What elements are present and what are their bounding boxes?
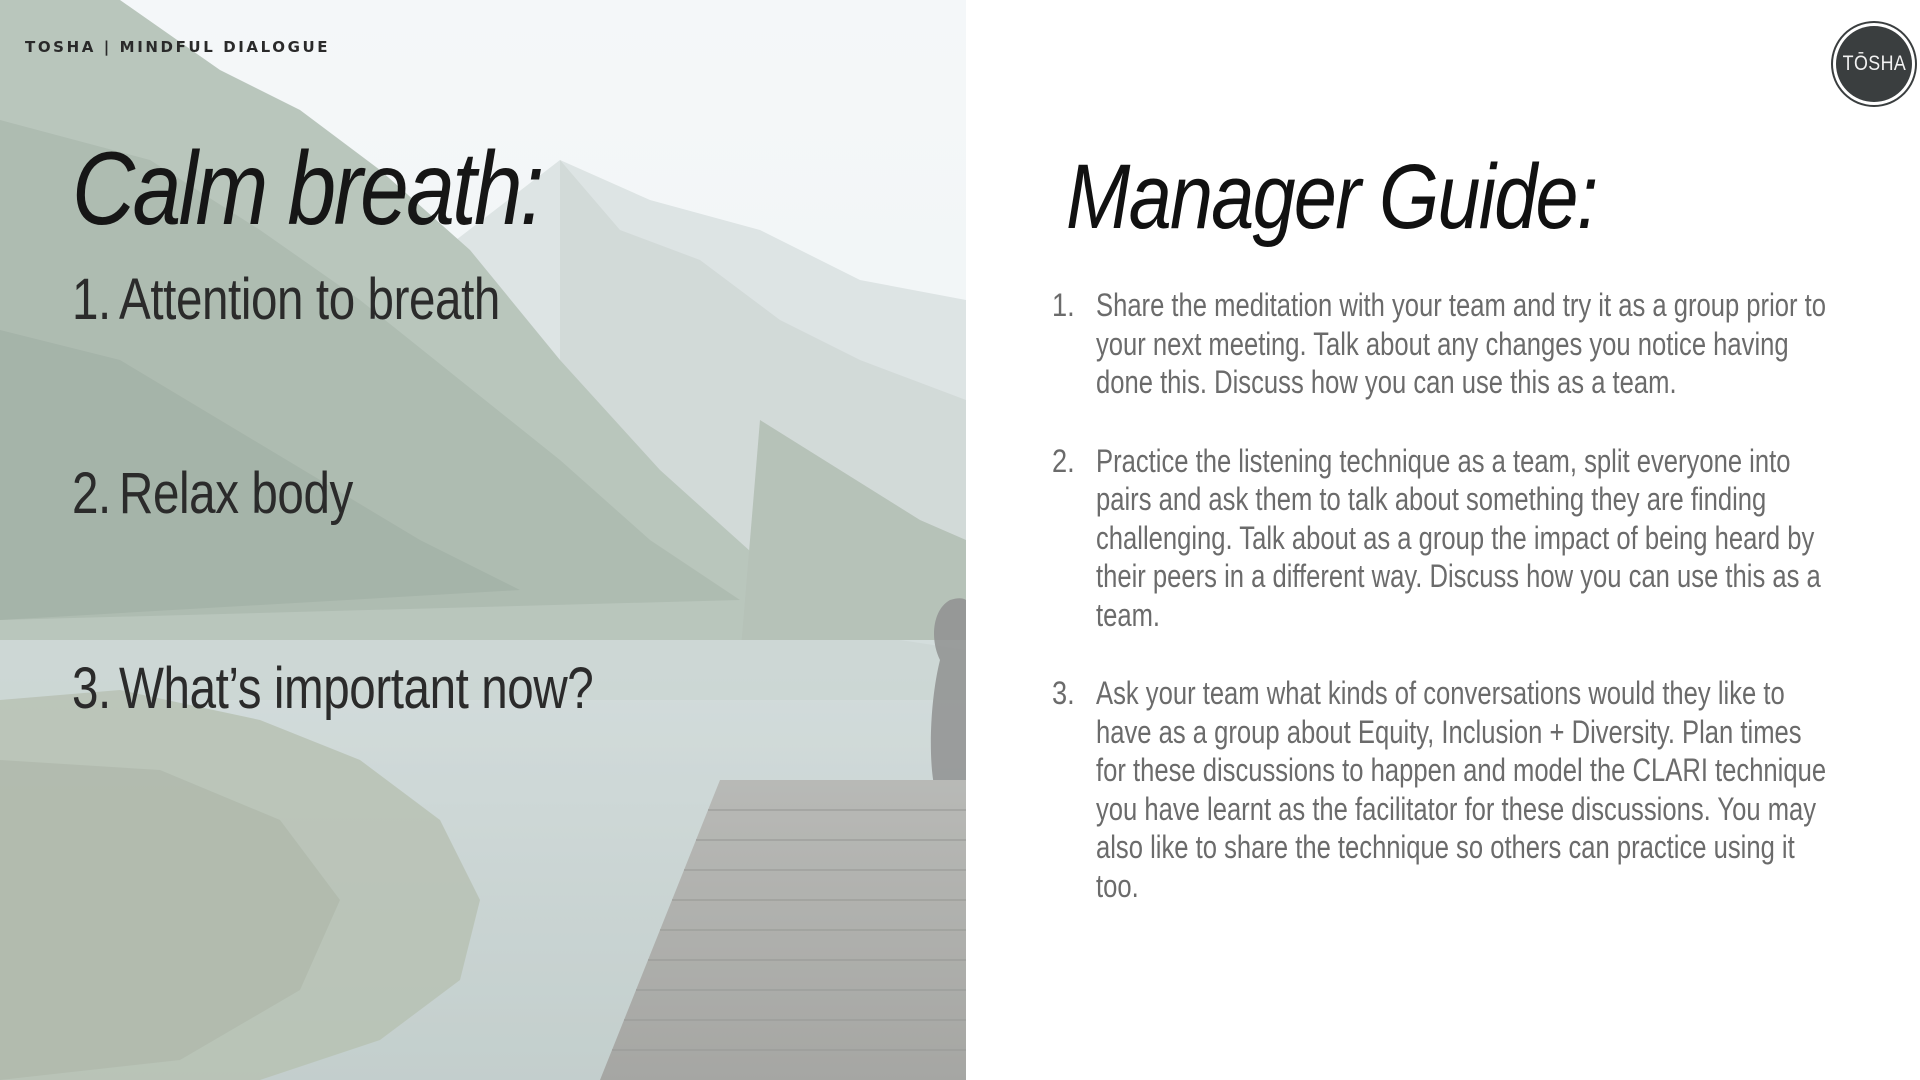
guide-item-1	[1052, 286, 1852, 402]
guide-item-number	[1052, 286, 1096, 325]
guide-number: 2.	[1052, 442, 1075, 479]
brand-label: TOSHA | MINDFUL DIALOGUE	[25, 38, 331, 56]
step-text: Attention to breath	[119, 267, 500, 332]
guide-item-number	[1052, 442, 1096, 481]
guide-text: Ask your team what kinds of conversations would they like to have as a group about Equity, Inclusion + Diversity. Plan times for these discussions to happen and model the CLARI technique you have learnt as the facilitator for these discussions. You may also like to share the technique so others can practice using it too.	[1096, 675, 1827, 904]
step-number: 1.	[72, 267, 111, 332]
step-text: Relax body	[119, 461, 353, 526]
manager-guide-list	[1052, 286, 1852, 945]
manager-guide-title: Manager Guide:	[1066, 146, 1597, 248]
guide-item-number	[1052, 674, 1096, 713]
step-number: 3.	[72, 656, 111, 721]
logo-text: TŌSHA	[1842, 52, 1906, 75]
step-number: 2.	[72, 461, 111, 526]
guide-item-2	[1052, 442, 1852, 635]
guide-text: Practice the listening technique as a team, split everyone into pairs and ask them to talk about something they are finding challenging. Talk about as a group the impact of being heard by their peers in a different way. Discuss how you can use this as a team.	[1096, 442, 1821, 633]
guide-number: 3.	[1052, 675, 1075, 711]
guide-text: Share the meditation with your team and try it as a group prior to your next meeting. Talk about any changes you notice having done this. Discuss how you can use this as a team.	[1096, 287, 1826, 400]
guide-number: 1.	[1052, 287, 1075, 323]
breath-step-3	[72, 655, 593, 722]
calm-breath-title: Calm breath:	[72, 131, 542, 247]
tosha-logo	[1836, 26, 1912, 102]
step-text: What’s important now?	[119, 656, 594, 721]
breath-step-1	[72, 266, 500, 333]
breath-step-2	[72, 460, 353, 527]
guide-item-3	[1052, 674, 1852, 905]
